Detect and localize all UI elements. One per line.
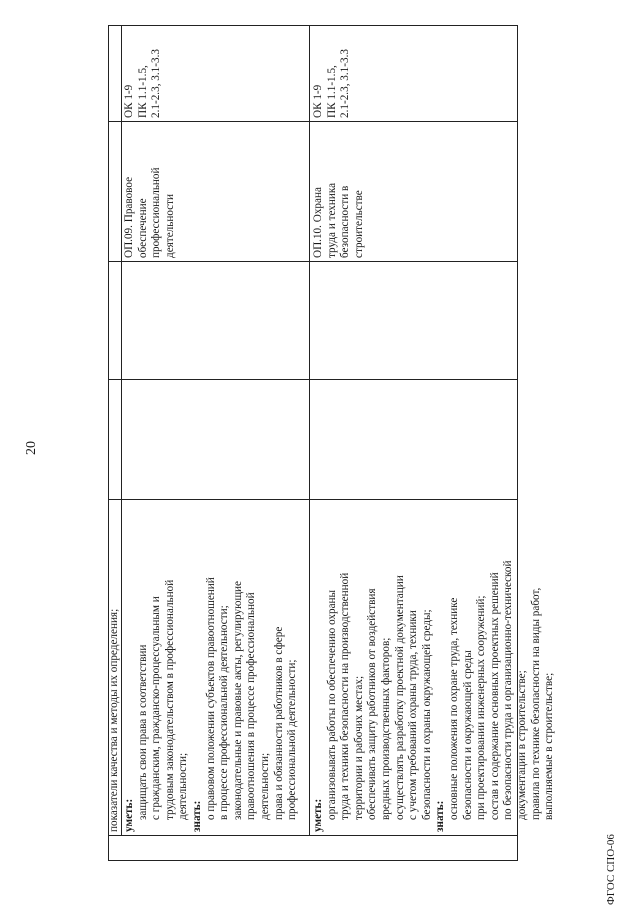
knowledge-line: документации в строительстве;: [515, 670, 528, 820]
knowledge-line: по безопасности труда и организационно-технической: [502, 560, 515, 820]
knowledge-line: уметь:: [312, 798, 324, 832]
knowledge-line: законодательные и правовые акты, регулирующие: [231, 580, 244, 820]
knowledge-line: состав и содержание основных проектных решений: [488, 572, 501, 820]
knowledge-line: осуществлять разработку проектной документации: [393, 575, 406, 820]
op09-knowledge-cell: [123, 577, 300, 832]
op09-competencies-cell: [123, 49, 164, 118]
op09-discipline-cell: ОП.09. Правовое обеспечение профессиональной деятельности: [123, 167, 176, 258]
knowledge-line: труда и техники безопасности на производственной: [339, 572, 352, 820]
column-divider: [109, 835, 517, 836]
knowledge-line: организовывать работы по обеспечению охраны: [325, 589, 338, 820]
knowledge-line: права и обязанности работников в сфере: [272, 626, 285, 820]
knowledge-line: выполняемые в строительстве;: [543, 672, 556, 820]
competency-line: 2.1-2.3, 3.1-3.3: [150, 49, 163, 118]
knowledge-line: обеспечивать защиту работников от воздействия: [366, 588, 379, 820]
knowledge-line: при проектировании инженерных сооружений;: [475, 595, 488, 820]
op10-discipline-cell: ОП.10. Охрана труда и техника безопасности в строительстве: [312, 182, 365, 258]
knowledge-line: вредных производственных факторов;: [379, 637, 392, 820]
knowledge-line: правоотношения в процессе профессиональной: [245, 592, 258, 820]
column-divider: [109, 379, 517, 380]
continuation-text: показатели качества и методы их определения;: [108, 608, 120, 832]
knowledge-line: знать:: [434, 800, 447, 832]
curriculum-table: [108, 25, 556, 861]
knowledge-line: правила по технике безопасности на виды работ,: [529, 587, 542, 820]
op10-knowledge-cell: [312, 560, 557, 832]
knowledge-line: основные положения по охране труда, технике: [447, 597, 460, 820]
knowledge-line: знать:: [190, 800, 203, 832]
footer-standard-code: ФГОС СПО-06: [605, 834, 617, 905]
knowledge-line: о правовом положении субъектов правоотношений: [204, 577, 217, 820]
knowledge-line: с учетом требований охраны труда, техники: [407, 610, 420, 820]
knowledge-line: защищать свои права в соответствии: [136, 644, 149, 820]
competency-line: 2.1-2.3, 3.1-3.3: [339, 49, 352, 118]
competency-line: ПК 1.1-1.5,: [136, 65, 149, 118]
column-divider: [109, 261, 517, 262]
knowledge-line: уметь:: [123, 798, 135, 832]
row-divider: [309, 26, 310, 836]
knowledge-line: профессиональной деятельности;: [286, 659, 299, 820]
knowledge-line: безопасности и окружающей среды: [461, 650, 474, 820]
knowledge-line: безопасности и охраны окружающей среды;: [420, 609, 433, 820]
competency-line: ПК 1.1-1.5,: [325, 65, 338, 118]
column-divider: [109, 121, 517, 122]
page-number: 20: [24, 441, 39, 455]
knowledge-line: деятельности;: [177, 752, 190, 820]
knowledge-line: с гражданским, гражданско-процессуальным и: [150, 596, 163, 820]
knowledge-line: трудовым законодательством в профессиональной: [163, 579, 176, 820]
competency-line: ОК 1-9: [312, 84, 324, 118]
column-divider: [109, 499, 517, 500]
knowledge-line: деятельности;: [258, 752, 271, 820]
op10-competencies-cell: [312, 49, 353, 118]
competency-line: ОК 1-9: [123, 84, 135, 118]
knowledge-line: в процессе профессиональной деятельности;: [218, 605, 231, 820]
knowledge-line: территории и рабочих местах;: [352, 675, 365, 820]
